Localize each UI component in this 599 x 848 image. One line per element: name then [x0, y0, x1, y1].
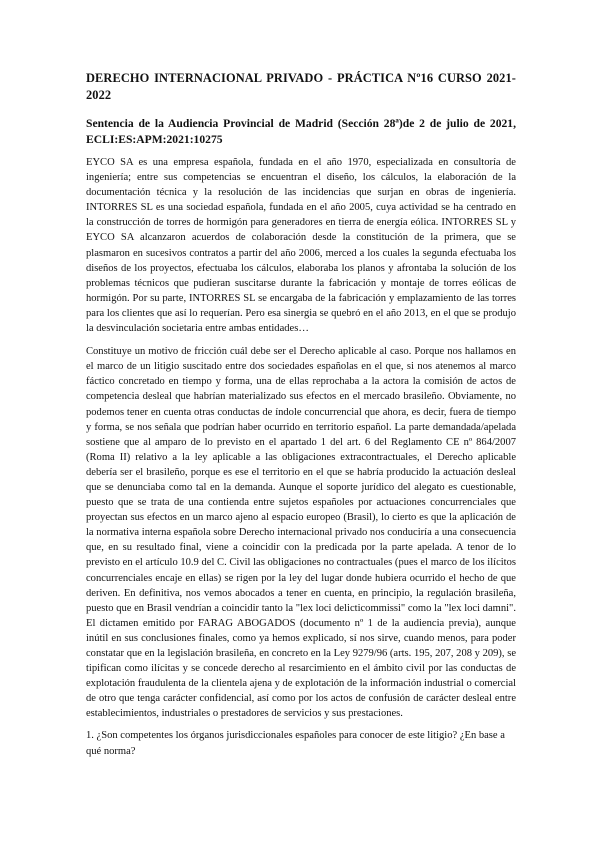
legal-reasoning-paragraph: Constituye un motivo de fricción cuál debe ser el Derecho aplicable al caso. Porque nos hallamos en el marco de un litigio suscitado entre dos sociedades españolas en el que, si nos atenemos al marco fáctico concretado en tiempo y forma, una de ellas reprochaba a la actora la comisión de actos de competencia desleal que habrían materializado sus efectos en el mercado brasileño. Obviamente, no podemos tener en cuenta otras conductas de índole concurrencial que ahora, es decir, fuera de tiempo y forma, se nos señala que podrían haber ocurrido en territorio español. La parte demandada/apelada sostiene que al amparo de lo previsto en el apartado 1 del art. 6 del Reglamento CE nº 864/2007 (Roma II) relativo a la ley aplicable a las obligaciones extracontractuales, el Derecho aplicable debería ser el brasileño, porque es ese el territorio en el que se habría producido la actuación desleal que se denunciaba como tal en la demanda. Aunque el soporte jurídico del alegato es cuestionable, puesto que se trata de una contienda entre sujetos españoles por actuaciones concurrenciales que proyectan sus efectos en un marco ajeno al espacio europeo (Brasil), lo cierto es que la aplicación de la normativa interna española sobre Derecho internacional privado nos conduciría a una consecuencia que, en su resultado final, viene a coincidir con la predicada por la parte apelada. A tenor de lo previsto en el artículo 10.9 del C. Civil las obligaciones no contractuales (pues el marco de los ilícitos concurrenciales encaje en ellas) se rigen por la ley del lugar donde hubiera ocurrido el hecho de que deriven. En definitiva, nos vemos abocados a tener en cuenta, en principio, la regulación brasileña, puesto que en Brasil vendrían a coincidir tanto la "lex loci delicticommissi" como la "lex loci damni". El dictamen emitido por FARAG ABOGADOS (documento nº 1 de la audiencia previa), aunque inútil en sus conclusiones finales, como ya hemos explicado, sí nos sirve, cuando menos, para poder constatar que en la legislación brasileña, en concreto en la Ley 9279/96 (arts. 195, 207, 208 y 209), se tipifican como ilícitas y se concede derecho al resarcimiento en el ámbito civil por las conductas de explotación fraudulenta de la clientela ajena y de explotación de la información industrial o comercial de otro que tenga carácter confidencial, así como por los actos de confusión de carácter desleal entre establecimientos, industriales o prestadores de servicios y sus prestaciones. — [86, 346, 516, 720]
document-content — [86, 70, 516, 759]
document-title: DERECHO INTERNACIONAL PRIVADO - PRÁCTICA Nº16 CURSO 2021-2022 — [86, 71, 516, 102]
question-1: 1. ¿Son competentes los órganos jurisdiccionales españoles para conocer de este litigio? ¿En base a qué norma? — [86, 730, 505, 757]
case-citation: Sentencia de la Audiencia Provincial de Madrid (Sección 28ª)de 2 de julio de 2021, ECLI:ES:APM:2021:10275 — [86, 117, 516, 146]
facts-paragraph: EYCO SA es una empresa española, fundada en el año 1970, especializada en consultoría de ingeniería; entre sus competencias se encuentran el diseño, los cálculos, la elaboración de la documentación técnica y la resolución de las incidencias que surjan en obras de ingeniería. INTORRES SL es una sociedad española, fundada en el año 2005, cuya actividad se ha centrado en la construcción de torres de hormigón para generadores en tierra de energía eólica. INTORRES SL y EYCO SA alcanzaron acuerdos de colaboración desde la constitución de la primera, que se plasmaron en sucesivos contratos a partir del año 2006, merced a los cuales la segunda efectuaba los diseños de los proyectos, efectuaba los cálculos, elaboraba los planos y afrontaba la solución de los problemas técnicos que pudieran suscitarse durante la fabricación y montaje de torres eólicas de hormigón. Por su parte, INTORRES SL se encargaba de la fabricación y emplazamiento de las torres para los clientes que así lo requerían. Pero esa sinergia se quebró en el año 2013, en el que se produjo la desvinculación societaria entre ambas entidades… — [86, 157, 516, 335]
